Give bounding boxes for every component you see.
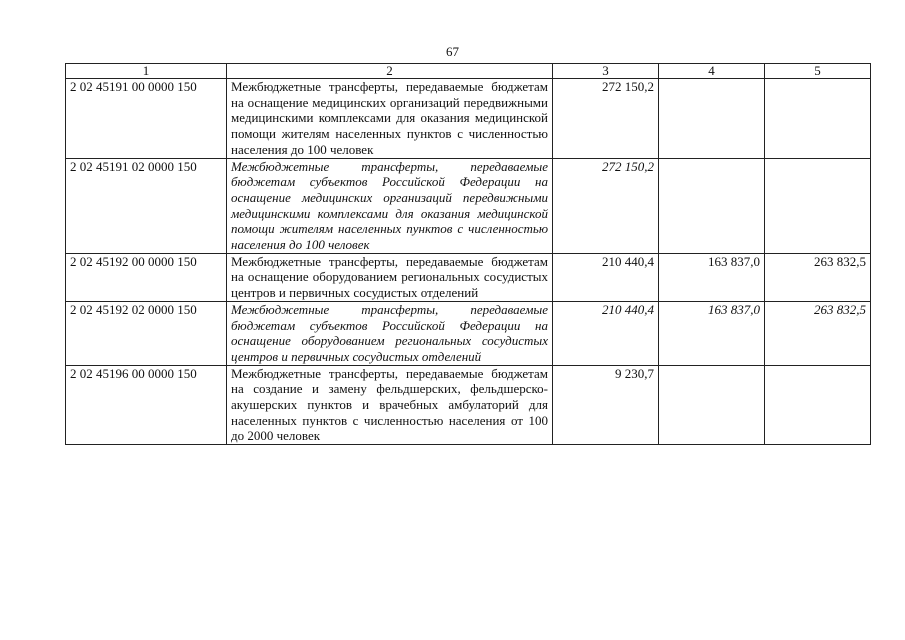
amount-col5-cell bbox=[765, 79, 871, 159]
table-header-row bbox=[66, 64, 871, 79]
table-row bbox=[66, 158, 871, 253]
budget-code-cell: 2 02 45191 02 0000 150 bbox=[66, 158, 227, 253]
budget-code-cell: 2 02 45192 00 0000 150 bbox=[66, 253, 227, 301]
amount-col3-cell: 272 150,2 bbox=[553, 79, 659, 159]
amount-col5-cell bbox=[765, 365, 871, 445]
amount-col4-cell: 163 837,0 bbox=[659, 253, 765, 301]
table-row bbox=[66, 301, 871, 365]
budget-code-cell: 2 02 45191 00 0000 150 bbox=[66, 79, 227, 159]
amount-col3-cell: 9 230,7 bbox=[553, 365, 659, 445]
amount-col4-cell: 163 837,0 bbox=[659, 301, 765, 365]
amount-col5-cell bbox=[765, 158, 871, 253]
description-cell: Межбюджетные трансферты, передаваемые бюджетам на создание и замену фельдшерских, фельдшерско-акушерских пунктов и врачебных амбулаторий для населенных пунктов с численностью населения от 100 до 2000 человек bbox=[227, 365, 553, 445]
amount-col5-cell: 263 832,5 bbox=[765, 301, 871, 365]
amount-col3-cell: 210 440,4 bbox=[553, 301, 659, 365]
amount-col3-cell: 272 150,2 bbox=[553, 158, 659, 253]
budget-table bbox=[65, 63, 871, 445]
description-cell: Межбюджетные трансферты, передаваемые бюджетам на оснащение оборудованием региональных сосудистых центров и первичных сосудистых отделений bbox=[227, 253, 553, 301]
page-number: 67 bbox=[446, 44, 459, 59]
amount-col4-cell bbox=[659, 79, 765, 159]
amount-col3-cell: 210 440,4 bbox=[553, 253, 659, 301]
column-header-3: 3 bbox=[553, 64, 659, 79]
table-row bbox=[66, 365, 871, 445]
amount-col4-cell bbox=[659, 158, 765, 253]
column-header-4: 4 bbox=[659, 64, 765, 79]
description-cell: Межбюджетные трансферты, передаваемые бюджетам субъектов Российской Федерации на оснащение оборудованием региональных сосудистых центров и первичных сосудистых отделений bbox=[227, 301, 553, 365]
table-row bbox=[66, 253, 871, 301]
amount-col4-cell bbox=[659, 365, 765, 445]
amount-col5-cell: 263 832,5 bbox=[765, 253, 871, 301]
budget-code-cell: 2 02 45192 02 0000 150 bbox=[66, 301, 227, 365]
column-header-5: 5 bbox=[765, 64, 871, 79]
table-row bbox=[66, 79, 871, 159]
description-cell: Межбюджетные трансферты, передаваемые бюджетам субъектов Российской Федерации на оснащение медицинских организаций передвижными медицинскими комплексами для оказания медицинской помощи жителям населенных пунктов с численностью населения до 100 человек bbox=[227, 158, 553, 253]
column-header-2: 2 bbox=[227, 64, 553, 79]
column-header-1: 1 bbox=[66, 64, 227, 79]
budget-code-cell: 2 02 45196 00 0000 150 bbox=[66, 365, 227, 445]
description-cell: Межбюджетные трансферты, передаваемые бюджетам на оснащение медицинских организаций передвижными медицинскими комплексами для оказания медицинской помощи жителям населенных пунктов с численностью населения до 100 человек bbox=[227, 79, 553, 159]
